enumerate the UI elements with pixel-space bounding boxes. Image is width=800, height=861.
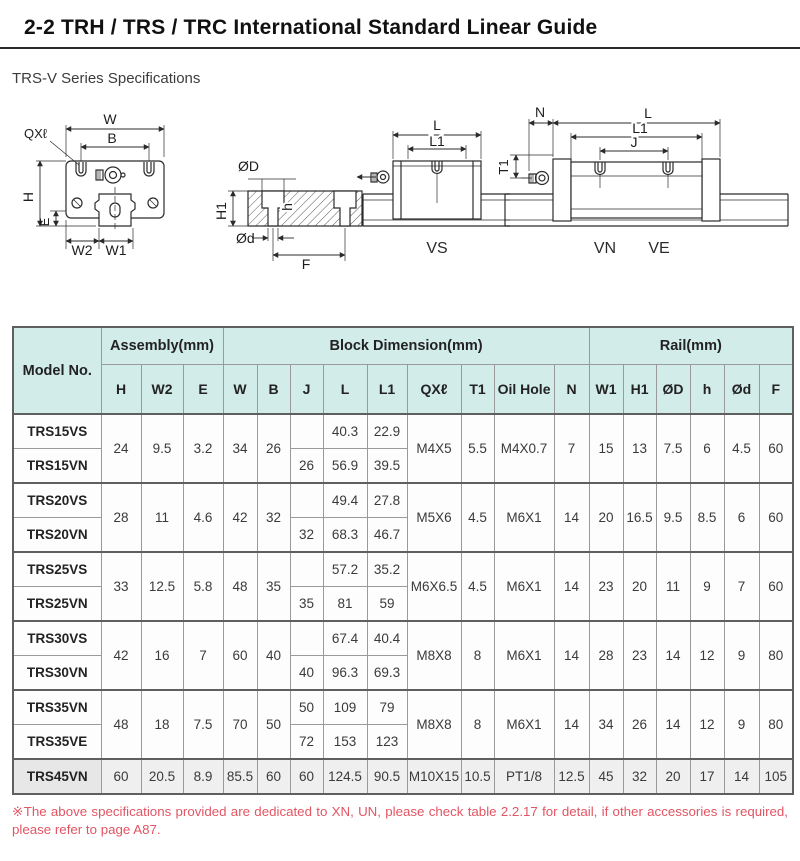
- spec-cell: 40: [290, 656, 323, 691]
- dim-label-n: N: [534, 104, 546, 120]
- spec-cell: 32: [623, 759, 656, 794]
- spec-cell: 28: [101, 483, 141, 552]
- technical-diagram: [0, 91, 800, 306]
- spec-cell: 48: [223, 552, 257, 621]
- spec-cell: 50: [257, 690, 290, 759]
- spec-cell: M8X8: [407, 621, 461, 690]
- dim-label-od-cap: ØD: [238, 158, 259, 174]
- spec-cell: 4.5: [461, 552, 494, 621]
- spec-cell: 72: [290, 725, 323, 760]
- model-column-header: Model No.: [13, 327, 101, 414]
- dim-label-w2: W2: [71, 242, 93, 258]
- spec-cell: 20: [589, 483, 623, 552]
- spec-cell: 60: [759, 414, 793, 483]
- spec-cell: 9: [724, 690, 759, 759]
- dim-label-l-vn: L: [644, 105, 652, 121]
- spec-cell: M6X1: [494, 621, 554, 690]
- spec-cell: 35: [290, 587, 323, 622]
- spec-cell: 9.5: [141, 414, 183, 483]
- dim-label-h: H: [20, 191, 36, 203]
- table-row: [13, 552, 793, 587]
- spec-cell: 60: [759, 552, 793, 621]
- column-header: T1: [461, 365, 494, 415]
- spec-cell: 40.4: [367, 621, 407, 656]
- spec-cell: 14: [656, 690, 690, 759]
- column-header: W1: [589, 365, 623, 415]
- spec-cell: 59: [367, 587, 407, 622]
- table-row: [13, 414, 793, 449]
- spec-cell: 16: [141, 621, 183, 690]
- dim-label-w1: W1: [105, 242, 127, 258]
- spec-cell: M10X15: [407, 759, 461, 794]
- spec-cell: 67.4: [323, 621, 367, 656]
- spec-cell: 12.5: [554, 759, 589, 794]
- spec-cell: 5.8: [183, 552, 223, 621]
- spec-table-body: [13, 414, 793, 794]
- dim-label-h1: H1: [213, 202, 229, 220]
- model-cell: TRS30VS: [13, 621, 101, 656]
- spec-cell: 28: [589, 621, 623, 690]
- specifications-table: [12, 326, 794, 795]
- spec-cell: 60: [257, 759, 290, 794]
- spec-cell: 46.7: [367, 518, 407, 553]
- table-row: [13, 621, 793, 656]
- spec-cell: 42: [101, 621, 141, 690]
- spec-cell: 34: [223, 414, 257, 483]
- spec-cell: 26: [257, 414, 290, 483]
- spec-cell: 6: [690, 414, 724, 483]
- spec-cell: 9: [724, 621, 759, 690]
- dim-label-qxl: QXℓ: [24, 126, 47, 141]
- table-row: [13, 759, 793, 794]
- header-group-row: [13, 327, 793, 365]
- column-header: E: [183, 365, 223, 415]
- model-cell: TRS15VS: [13, 414, 101, 449]
- block-dimension-group-header: Block Dimension(mm): [223, 327, 589, 365]
- column-header: W: [223, 365, 257, 415]
- side-view-drawing: [496, 104, 788, 257]
- model-cell: TRS35VE: [13, 725, 101, 760]
- spec-cell: 5.5: [461, 414, 494, 483]
- spec-cell: 14: [656, 621, 690, 690]
- spec-cell: [290, 483, 323, 518]
- view-caption-vn: VN: [593, 240, 617, 257]
- model-cell: TRS35VN: [13, 690, 101, 725]
- table-row: [13, 483, 793, 518]
- spec-cell: M6X1: [494, 690, 554, 759]
- spec-cell: 79: [367, 690, 407, 725]
- spec-cell: M5X6: [407, 483, 461, 552]
- spec-cell: 14: [554, 621, 589, 690]
- spec-cell: 69.3: [367, 656, 407, 691]
- spec-cell: 124.5: [323, 759, 367, 794]
- spec-cell: 60: [759, 483, 793, 552]
- spec-cell: 81: [323, 587, 367, 622]
- spec-cell: 80: [759, 621, 793, 690]
- spec-cell: M6X1: [494, 552, 554, 621]
- column-header: ØD: [656, 365, 690, 415]
- model-cell: TRS15VN: [13, 449, 101, 484]
- spec-cell: 14: [554, 552, 589, 621]
- column-header: h: [690, 365, 724, 415]
- spec-cell: 12: [690, 621, 724, 690]
- dim-label-w: W: [103, 111, 117, 127]
- column-header: Ød: [724, 365, 759, 415]
- footnote: ※The above specifications provided are dedicated to XN, UN, please check table 2.2.17 for detail, if other accessories is required, please refer to page A87.: [12, 804, 788, 838]
- dim-label-l1-vn: L1: [632, 120, 648, 136]
- column-header: L: [323, 365, 367, 415]
- spec-cell: 40.3: [323, 414, 367, 449]
- rail-group-header: Rail(mm): [589, 327, 793, 365]
- spec-cell: 18: [141, 690, 183, 759]
- spec-cell: 26: [623, 690, 656, 759]
- column-header: L1: [367, 365, 407, 415]
- spec-cell: 8: [461, 621, 494, 690]
- spec-cell: 11: [656, 552, 690, 621]
- model-cell: TRS20VN: [13, 518, 101, 553]
- subheader-row: [13, 365, 793, 415]
- spec-cell: M4X0.7: [494, 414, 554, 483]
- series-subtitle: TRS-V Series Specifications: [12, 70, 201, 87]
- column-header: QXℓ: [407, 365, 461, 415]
- column-header: F: [759, 365, 793, 415]
- spec-cell: 14: [554, 690, 589, 759]
- spec-cell: 49.4: [323, 483, 367, 518]
- spec-cell: M8X8: [407, 690, 461, 759]
- spec-cell: 39.5: [367, 449, 407, 484]
- spec-cell: 33: [101, 552, 141, 621]
- dim-label-b: B: [107, 130, 117, 146]
- model-cell: TRS25VN: [13, 587, 101, 622]
- spec-cell: 32: [290, 518, 323, 553]
- spec-cell: 4.5: [461, 483, 494, 552]
- spec-cell: 57.2: [323, 552, 367, 587]
- dim-label-t1: T1: [496, 159, 511, 175]
- spec-cell: 96.3: [323, 656, 367, 691]
- spec-cell: 12: [690, 690, 724, 759]
- spec-cell: 45: [589, 759, 623, 794]
- spec-cell: 12.5: [141, 552, 183, 621]
- spec-cell: 17: [690, 759, 724, 794]
- spec-cell: 35.2: [367, 552, 407, 587]
- column-header: Oil Hole: [494, 365, 554, 415]
- spec-cell: 60: [290, 759, 323, 794]
- spec-cell: 7.5: [656, 414, 690, 483]
- spec-cell: [290, 621, 323, 656]
- spec-cell: 3.2: [183, 414, 223, 483]
- spec-cell: M4X5: [407, 414, 461, 483]
- spec-cell: 34: [589, 690, 623, 759]
- model-cell: TRS45VN: [13, 759, 101, 794]
- view-caption-ve: VE: [648, 240, 670, 257]
- spec-cell: 11: [141, 483, 183, 552]
- spec-cell: 153: [323, 725, 367, 760]
- spec-cell: 7: [183, 621, 223, 690]
- dim-label-h-small: h: [279, 203, 295, 211]
- dim-label-e: E: [37, 217, 52, 227]
- spec-cell: PT1/8: [494, 759, 554, 794]
- page-title: 2-2 TRH / TRS / TRC International Standard Linear Guide: [24, 16, 598, 39]
- spec-cell: 23: [589, 552, 623, 621]
- column-header: J: [290, 365, 323, 415]
- column-header: W2: [141, 365, 183, 415]
- title-divider: [0, 47, 800, 49]
- column-header: H1: [623, 365, 656, 415]
- spec-cell: 85.5: [223, 759, 257, 794]
- spec-cell: 7: [554, 414, 589, 483]
- spec-cell: 4.6: [183, 483, 223, 552]
- view-caption-vs: VS: [426, 240, 448, 257]
- spec-cell: 13: [623, 414, 656, 483]
- spec-cell: 105: [759, 759, 793, 794]
- model-cell: TRS30VN: [13, 656, 101, 691]
- spec-cell: 60: [101, 759, 141, 794]
- spec-cell: 15: [589, 414, 623, 483]
- spec-cell: 7: [724, 552, 759, 621]
- spec-cell: 8.9: [183, 759, 223, 794]
- spec-cell: 8.5: [690, 483, 724, 552]
- spec-cell: 23: [623, 621, 656, 690]
- front-view-drawing: [20, 111, 164, 258]
- spec-cell: 60: [223, 621, 257, 690]
- spec-cell: 7.5: [183, 690, 223, 759]
- rail-section-drawing: [213, 117, 510, 272]
- model-cell: TRS25VS: [13, 552, 101, 587]
- dim-label-l-vs: L: [433, 117, 441, 133]
- spec-cell: 68.3: [323, 518, 367, 553]
- spec-cell: 80: [759, 690, 793, 759]
- spec-cell: 8: [461, 690, 494, 759]
- spec-cell: 9: [690, 552, 724, 621]
- column-header: N: [554, 365, 589, 415]
- spec-cell: 32: [257, 483, 290, 552]
- spec-cell: 20.5: [141, 759, 183, 794]
- dim-label-f: F: [301, 256, 311, 272]
- spec-cell: 22.9: [367, 414, 407, 449]
- spec-cell: 35: [257, 552, 290, 621]
- spec-cell: [290, 414, 323, 449]
- spec-cell: 14: [724, 759, 759, 794]
- spec-cell: 70: [223, 690, 257, 759]
- spec-cell: 6: [724, 483, 759, 552]
- model-cell: TRS20VS: [13, 483, 101, 518]
- spec-cell: 26: [290, 449, 323, 484]
- spec-cell: 123: [367, 725, 407, 760]
- spec-cell: 9.5: [656, 483, 690, 552]
- dim-label-od-low: Ød: [236, 230, 255, 246]
- spec-cell: [290, 552, 323, 587]
- spec-cell: 42: [223, 483, 257, 552]
- spec-cell: 109: [323, 690, 367, 725]
- assembly-group-header: Assembly(mm): [101, 327, 223, 365]
- spec-cell: 24: [101, 414, 141, 483]
- spec-cell: 50: [290, 690, 323, 725]
- column-header: B: [257, 365, 290, 415]
- spec-cell: M6X1: [494, 483, 554, 552]
- spec-cell: 10.5: [461, 759, 494, 794]
- dim-label-l1-vs: L1: [429, 133, 445, 149]
- spec-cell: M6X6.5: [407, 552, 461, 621]
- spec-cell: 48: [101, 690, 141, 759]
- spec-cell: 56.9: [323, 449, 367, 484]
- spec-cell: 40: [257, 621, 290, 690]
- dim-label-j: J: [630, 134, 638, 150]
- spec-cell: 20: [623, 552, 656, 621]
- spec-cell: 16.5: [623, 483, 656, 552]
- spec-cell: 20: [656, 759, 690, 794]
- column-header: H: [101, 365, 141, 415]
- spec-cell: 4.5: [724, 414, 759, 483]
- spec-cell: 90.5: [367, 759, 407, 794]
- spec-cell: 27.8: [367, 483, 407, 518]
- spec-cell: 14: [554, 483, 589, 552]
- table-row: [13, 690, 793, 725]
